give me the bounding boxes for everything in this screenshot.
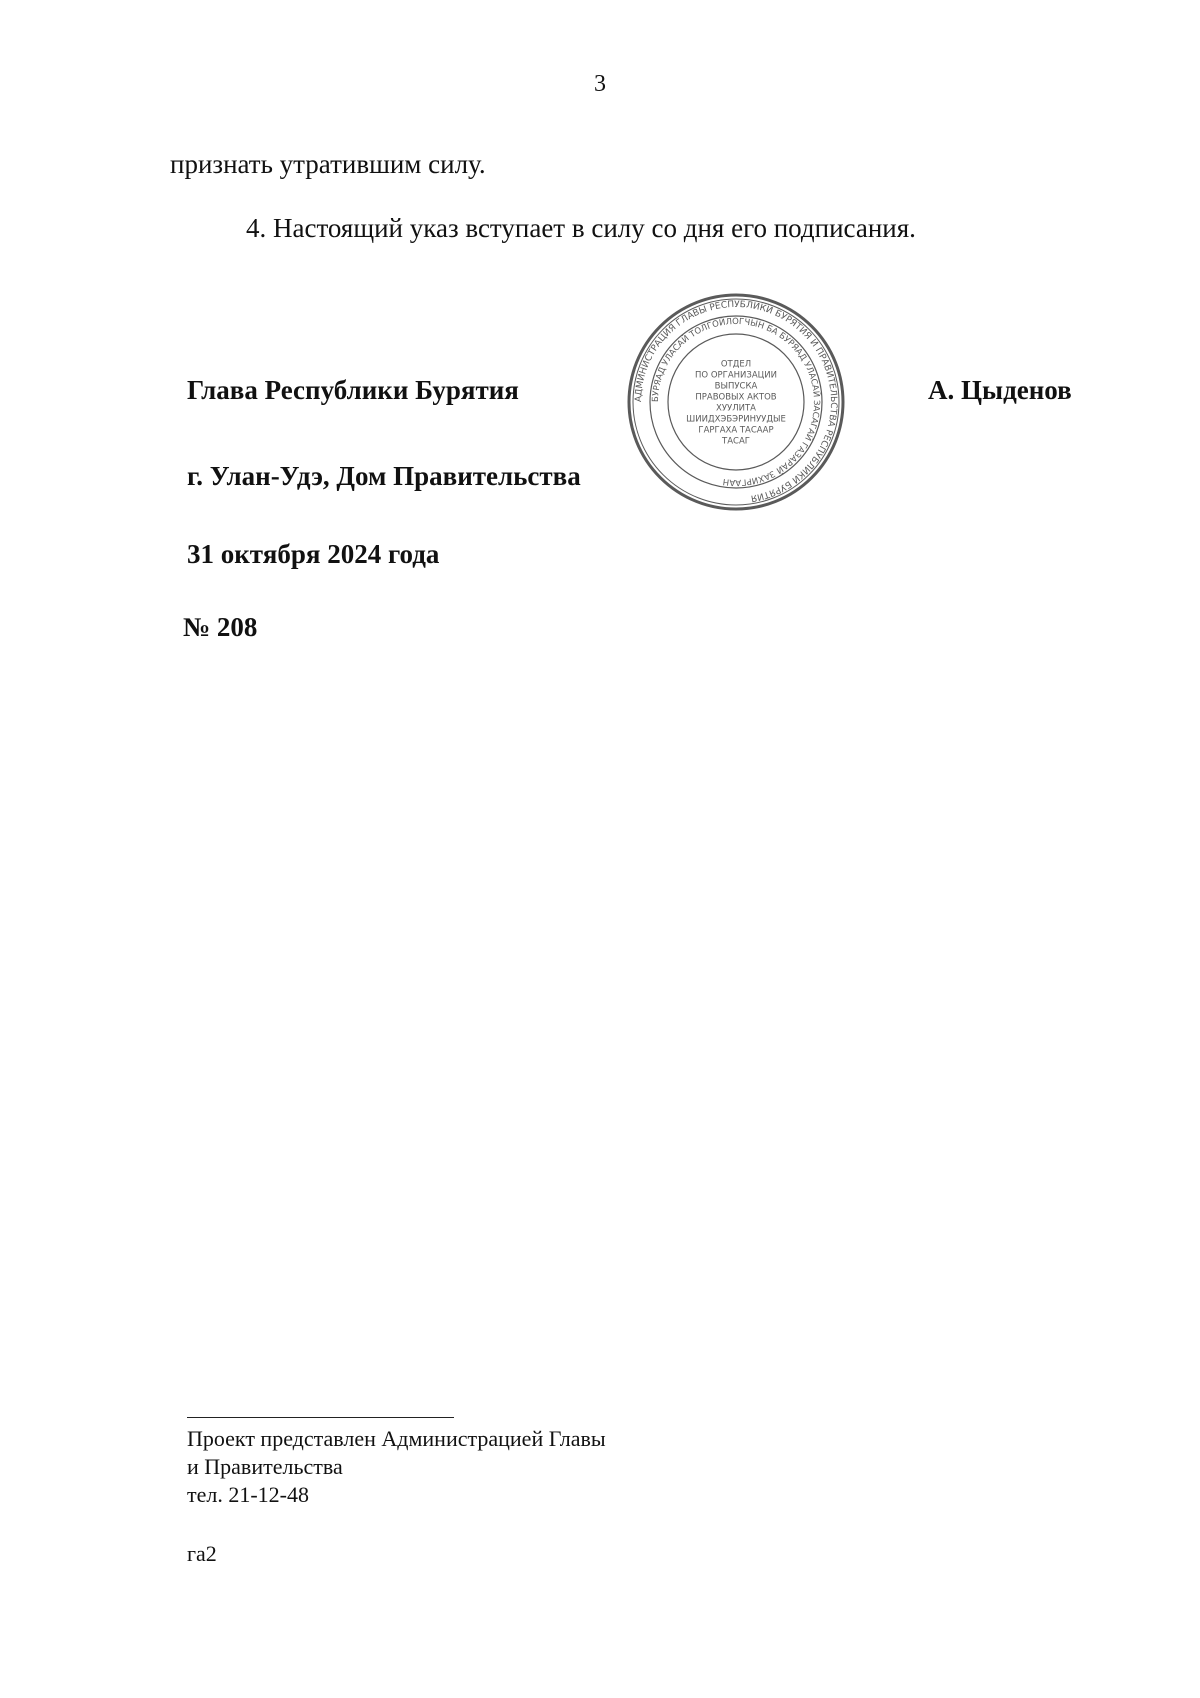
stamp-center-line: ГАРГАХА ТАСААР [698,425,774,436]
footnote-separator [187,1417,454,1418]
document-code: га2 [187,1541,217,1566]
signing-date: 31 октября 2024 года [187,539,440,569]
footnote-line-2: и Правительства [187,1454,343,1479]
signer-name: А. Цыденов [928,375,1072,405]
stamp-center-line: ТАСАГ [722,436,750,447]
clause-4-text: 4. Настоящий указ вступает в силу со дня его подписания. [246,213,916,243]
footnote [187,1425,606,1509]
footnote-line-1: Проект представлен Администрацией Главы [187,1426,606,1451]
stamp-center-line: ПО ОРГАНИЗАЦИИ [695,370,777,381]
body-continuation-text: признать утратившим силу. [170,149,486,179]
stamp-center-line: ХУУЛИТА [716,403,756,414]
signing-place: г. Улан-Удэ, Дом Правительства [187,461,581,491]
footnote-line-3: тел. 21-12-48 [187,1482,310,1507]
stamp-center-line: ОТДЕЛ [720,359,752,370]
decree-number: № 208 [183,612,258,642]
stamp-outer-text: АДМИНИСТРАЦИЯ ГЛАВЫ РЕСПУБЛИКИ БУРЯТИЯ И ПРАВИТЕЛЬСТВА РЕСПУБЛИКИ БУРЯТИЯ [633,299,839,503]
stamp-center-line: ПРАВОВЫХ АКТОВ [695,392,777,403]
stamp-center-line: ВЫПУСКА [714,381,758,392]
stamp-center-line: ШИИДХЭБЭРИНУУДЫЕ [686,414,786,425]
page-number: 3 [594,71,606,97]
stamp-center-text [686,360,786,447]
official-seal-stamp [626,292,846,512]
stamp-inner-ring-text: БУРЯАД УЛАСАЙ ТОЛГОЙЛОГЧЫН БА БУРЯАД УЛАСАЙ ЗАСАГАЙ ГАЗАРАЙ ЗАХИРГААН [650,316,822,488]
signer-title: Глава Республики Бурятия [187,375,519,405]
